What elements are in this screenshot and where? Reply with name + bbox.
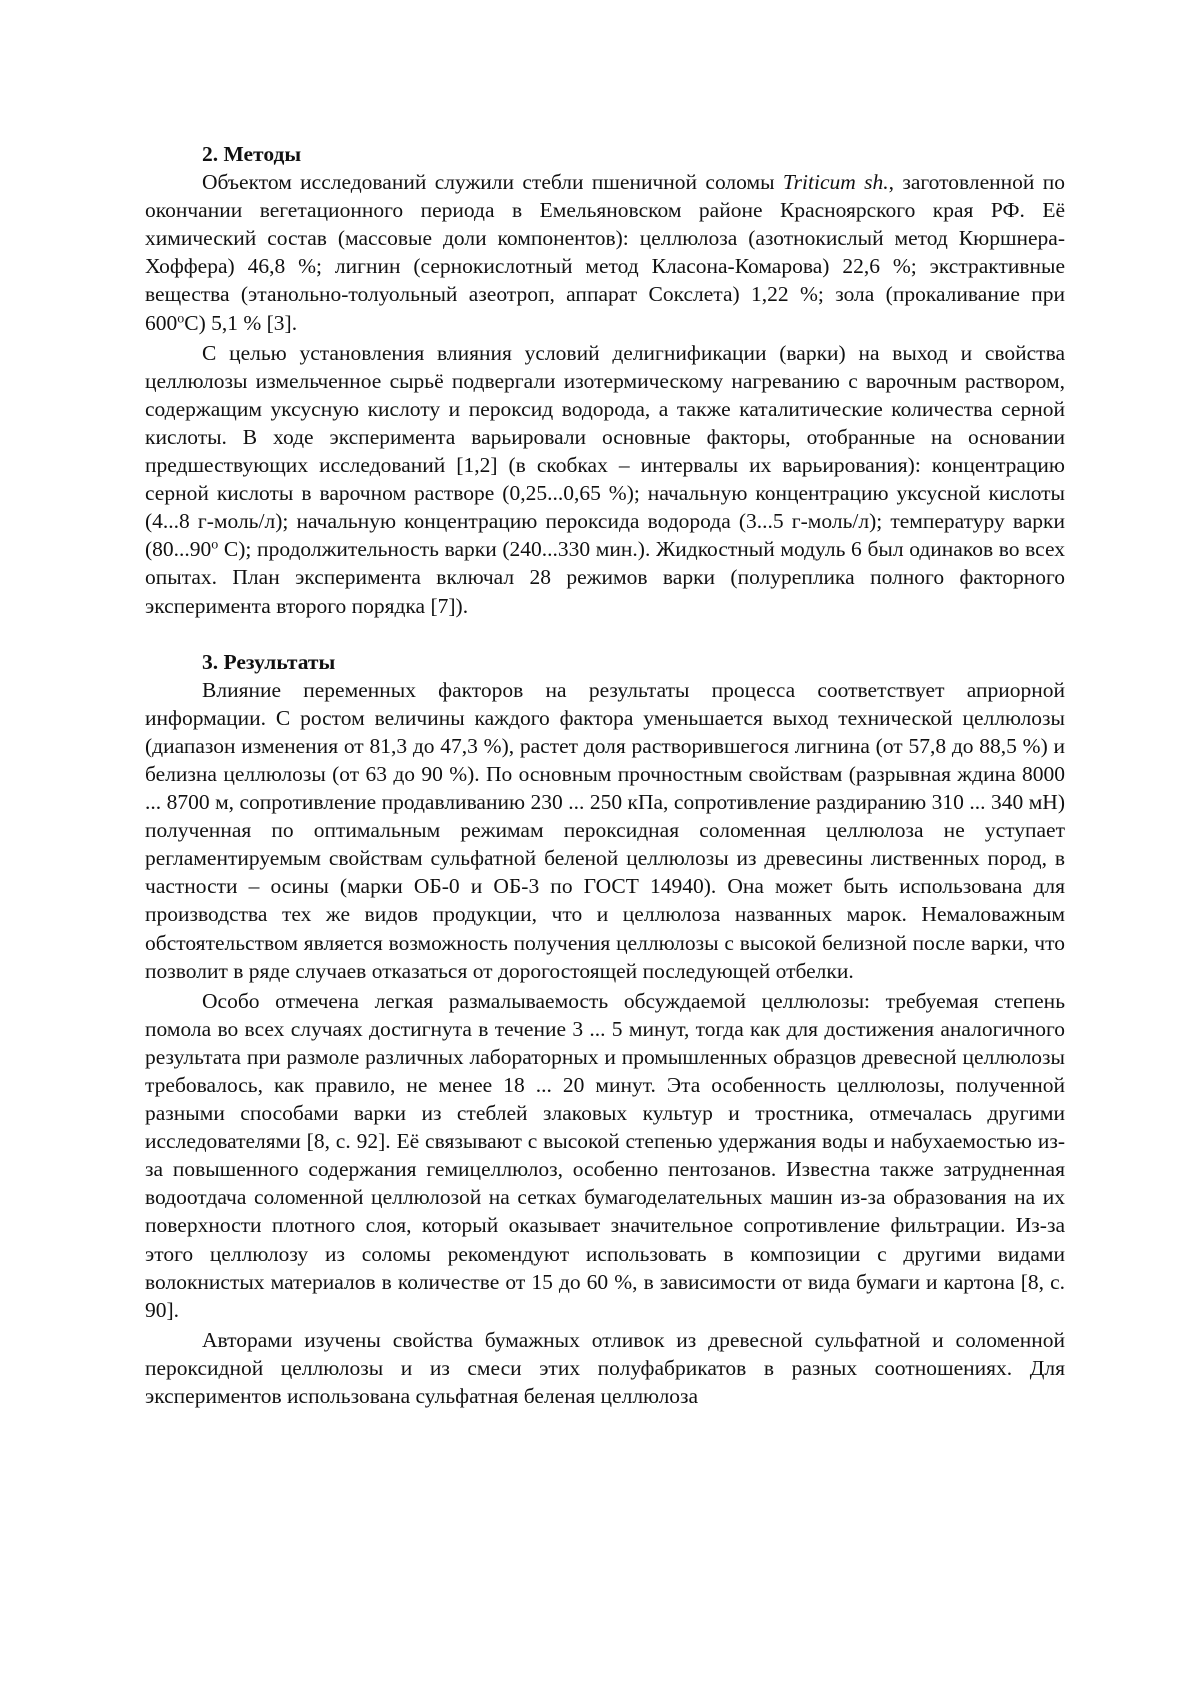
degree-mark: о — [211, 538, 218, 553]
section-heading-methods: 2. Методы — [145, 140, 1065, 168]
paragraph-results-1: Влияние переменных факторов на результаты процесса соответствует априорной информации. С ростом величины каждого фактора уменьшается выход технической целлюлозы (диапазон изменения от 81,3 до 47,3 %), растет доля растворившегося лигнина (от 57,8 до 88,5 %) и белизна целлюлозы (от 63 до 90 %). По основным прочностным свойствам (разрывная ждина 8000 ... 8700 м, сопротивление продавливанию 230 ... 250 кПа, сопротивление раздиранию 310 ... 340 мН) полученная по оптимальным режимам пероксидная соломенная целлюлоза не уступает регламентируемым свойствам сульфатной беленой целлюлозы из древесины лиственных пород, в частности – осины (марки ОБ-0 и ОБ-3 по ГОСТ 14940). Она может быть использована для производства тех же видов продукции, что и целлюлоза названных марок. Немаловажным обстоятельством является возможность получения целлюлозы с высокой белизной после варки, что позволит в ряде случаев отказаться от дорогостоящей последующей отбелки. — [145, 676, 1065, 985]
paragraph-results-3: Авторами изучены свойства бумажных отливок из древесной сульфатной и соломенной пероксидной целлюлозы и из смеси этих полуфабрикатов в разных соотношениях. Для экспериментов использована сульфатная беленая целлюлоза — [145, 1326, 1065, 1410]
section-heading-results: 3. Результаты — [145, 648, 1065, 676]
section-spacer — [145, 620, 1065, 648]
text-run: С целью установления влияния условий делигнификации (варки) на выход и свойства целлюлозы измельченное сырьё подвергали изотермическому нагреванию с варочным раствором, содержащим уксусную кислоту и пероксид водорода, а также каталитические количества серной кислоты. В ходе эксперимента варьировали основные факторы, отобранные на основании предшествующих исследований [1,2] (в скобках – интервалы их варьирования): концентрацию серной кислоты в варочном растворе (0,25...0,65 %); начальную концентрацию уксусной кислоты (4...8 г-моль/л); начальную концентрацию пероксида водорода (3...5 г-моль/л); температуру варки (80...90 — [145, 341, 1065, 562]
text-run: С); продолжительность варки (240...330 мин.). Жидкостный модуль 6 был одинаков во всех опытах. План эксперимента включал 28 режимов варки (полуреплика полного факторного эксперимента второго порядка [7]). — [145, 537, 1065, 617]
species-name: Triticum sh. — [783, 170, 889, 194]
document-page — [145, 140, 1065, 1410]
text-run: , заготовленной по окончании вегетационного периода в Емельяновском районе Красноярского края РФ. Её химический состав (массовые доли компонентов): целлюлоза (азотнокислый метод Кюршнера-Хоффера) 46,8 %; лигнин (сернокислотный метод Класона-Комарова) 22,6 %; экстрактивные вещества (этанольно-толуольный азеотроп, аппарат Сокслета) 1,22 %; зола (прокаливание при 600 — [145, 170, 1065, 334]
text-run: С) 5,1 % [3]. — [184, 311, 297, 335]
paragraph-methods-2 — [145, 339, 1065, 620]
text-run: Объектом исследований служили стебли пшеничной соломы — [202, 170, 783, 194]
degree-mark: о — [177, 311, 184, 326]
paragraph-methods-1 — [145, 168, 1065, 337]
paragraph-results-2: Особо отмечена легкая размалываемость обсуждаемой целлюлозы: требуемая степень помола во всех случаях достигнута в течение 3 ... 5 минут, тогда как для достижения аналогичного результата при размоле различных лабораторных и промышленных образцов древесной целлюлозы требовалось, как правило, не менее 18 ... 20 минут. Эта особенность целлюлозы, полученной разными способами варки из стеблей злаковых культур и тростника, отмечалась другими исследователями [8, с. 92]. Её связывают с высокой степенью удержания воды и набухаемостью из-за повышенного содержания гемицеллюлоз, особенно пентозанов. Известна также затрудненная водоотдача соломенной целлюлозой на сетках бумагоделательных машин из-за образования на их поверхности плотного слоя, который оказывает значительное сопротивление фильтрации. Из-за этого целлюлозу из соломы рекомендуют использовать в композиции с другими видами волокнистых материалов в количестве от 15 до 60 %, в зависимости от вида бумаги и картона [8, с. 90]. — [145, 987, 1065, 1324]
